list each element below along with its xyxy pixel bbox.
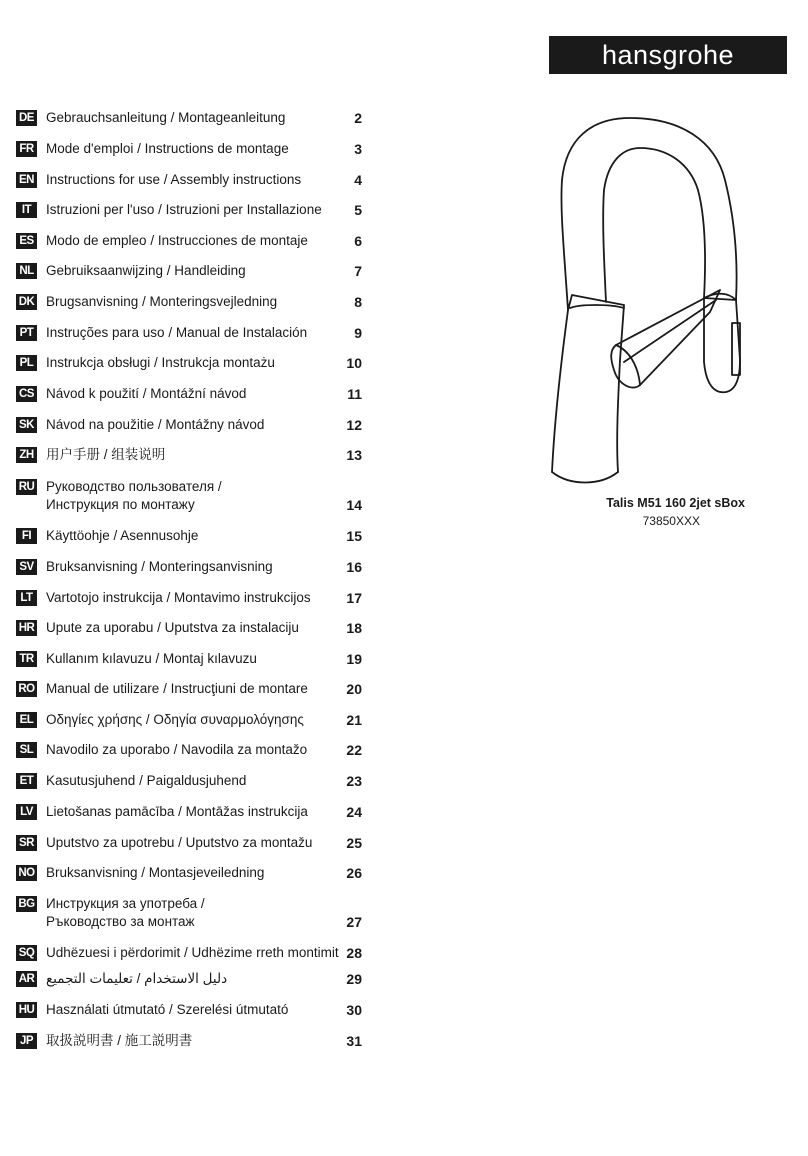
toc-entry-label: Bruksanvisning / Montasjeveiledning [46, 865, 265, 880]
toc-page-number: 24 [346, 804, 362, 820]
toc-page-number: 20 [346, 681, 362, 697]
language-code-badge: ZH [16, 447, 37, 463]
toc-page-number: 10 [346, 355, 362, 371]
language-code-badge: LV [16, 804, 37, 820]
toc-page-number: 27 [346, 914, 362, 930]
toc-entry-label: Vartotojo instrukcija / Montavimo instrukcijos [46, 590, 311, 605]
toc-entry-label: Mode d'emploi / Instructions de montage [46, 141, 289, 156]
product-name: Talis M51 160 2jet sBox [606, 496, 745, 510]
toc-page-number: 21 [346, 712, 362, 728]
language-code-badge: SV [16, 559, 37, 575]
language-code-badge: NL [16, 263, 37, 279]
toc-entry-label: Návod na použitie / Montážny návod [46, 417, 265, 432]
faucet-illustration [540, 100, 770, 490]
article-number: 73850XXX [642, 514, 700, 528]
language-code-badge: DE [16, 110, 37, 126]
language-code-badge: RU [16, 479, 37, 495]
language-code-badge: HU [16, 1002, 37, 1018]
language-code-badge: FR [16, 141, 37, 157]
toc-page-number: 3 [354, 141, 362, 157]
toc-page-number: 12 [346, 417, 362, 433]
language-code-badge: PT [16, 325, 37, 341]
toc-page-number: 16 [346, 559, 362, 575]
toc-entry-label: Käyttöohje / Asennusohje [46, 528, 199, 543]
toc-page-number: 6 [354, 233, 362, 249]
toc-entry-label: Bruksanvisning / Monteringsanvisning [46, 559, 273, 574]
language-code-badge: SK [16, 417, 37, 433]
toc-page-number: 8 [354, 294, 362, 310]
toc-page-number: 31 [346, 1033, 362, 1049]
toc-entry-label: Manual de utilizare / Instrucţiuni de montare [46, 681, 308, 696]
toc-page-number: 23 [346, 773, 362, 789]
toc-entry-label: Ръководство за монтаж [46, 914, 195, 929]
toc-page-number: 5 [354, 202, 362, 218]
toc-page-number: 11 [347, 386, 362, 402]
toc-entry-label: Udhëzuesi i përdorimit / Udhëzime rreth montimit [46, 945, 339, 960]
toc-page-number: 22 [346, 742, 362, 758]
language-code-badge: DK [16, 294, 37, 310]
toc-page-number: 29 [346, 971, 362, 987]
toc-entry-label: Kasutusjuhend / Paigaldusjuhend [46, 773, 247, 788]
language-code-badge: SL [16, 742, 37, 758]
toc-entry-label: Instructions for use / Assembly instructions [46, 172, 302, 187]
toc-entry-label: Istruzioni per l'uso / Istruzioni per Installazione [46, 202, 322, 217]
toc-entry-label: Gebruiksaanwijzing / Handleiding [46, 263, 246, 278]
language-code-badge: SR [16, 835, 37, 851]
language-code-badge: TR [16, 651, 37, 667]
language-code-badge: BG [16, 896, 37, 912]
toc-entry-label: Instrukcja obsługi / Instrukcja montażu [46, 355, 275, 370]
toc-page-number: 30 [346, 1002, 362, 1018]
language-code-badge: RO [16, 681, 37, 697]
toc-entry-label: Instruções para uso / Manual de Instalación [46, 325, 308, 340]
toc-page-number: 28 [346, 945, 362, 961]
language-code-badge: JP [16, 1033, 37, 1049]
toc-entry-label: Kullanım kılavuzu / Montaj kılavuzu [46, 651, 257, 666]
toc-entry-label: 用户手册 / 组装说明 [46, 447, 166, 462]
toc-entry-label: Upute za uporabu / Uputstva za instalaciju [46, 620, 299, 635]
toc-page-number: 17 [346, 590, 362, 606]
language-code-badge: HR [16, 620, 37, 636]
language-code-badge: CS [16, 386, 37, 402]
toc-page-number: 19 [346, 651, 362, 667]
toc-entry-label: Lietošanas pamācība / Montāžas instrukcija [46, 804, 308, 819]
language-code-badge: ES [16, 233, 37, 249]
toc-entry-label: Használati útmutató / Szerelési útmutató [46, 1002, 289, 1017]
language-code-badge: EN [16, 172, 37, 188]
language-code-badge: PL [16, 355, 37, 371]
language-code-badge: AR [16, 971, 37, 987]
toc-entry-label: Návod k použití / Montážní návod [46, 386, 247, 401]
language-code-badge: EL [16, 712, 37, 728]
toc-entry-label: Gebrauchsanleitung / Montageanleitung [46, 110, 286, 125]
toc-entry-label: Brugsanvisning / Monteringsvejledning [46, 294, 278, 309]
toc-page-number: 18 [346, 620, 362, 636]
toc-page-number: 15 [346, 528, 362, 544]
language-code-badge: IT [16, 202, 37, 218]
language-code-badge: ET [16, 773, 37, 789]
toc-page-number: 9 [354, 325, 362, 341]
toc-page-number: 25 [346, 835, 362, 851]
toc-entry-label: Инструкция за употреба / [46, 896, 205, 911]
toc-page-number: 26 [346, 865, 362, 881]
language-code-badge: NO [16, 865, 37, 881]
toc-entry-label: Uputstvo za upotrebu / Uputstvo za montažu [46, 835, 313, 850]
brand-logo: hansgrohe [549, 36, 787, 74]
toc-page-number: 14 [346, 497, 362, 513]
toc-entry-label: دليل الاستخدام / تعليمات التجميع [46, 971, 228, 986]
toc-entry-label: Navodilo za uporabo / Navodila za montažo [46, 742, 308, 757]
toc-page-number: 13 [346, 447, 362, 463]
toc-page-number: 2 [354, 110, 362, 126]
toc-entry-label: Οδηγίες χρήσης / Οδηγία συναρμολόγησης [46, 712, 304, 727]
toc-entry-label: Руководство пользователя / [46, 479, 222, 494]
toc-entry-label: Modo de empleo / Instrucciones de montaje [46, 233, 308, 248]
toc-page-number: 7 [354, 263, 362, 279]
toc-entry-label: Инструкция по монтажу [46, 497, 195, 512]
toc-entry-label: 取扱説明書 / 施工説明書 [46, 1033, 193, 1048]
language-code-badge: LT [16, 590, 37, 606]
language-code-badge: FI [16, 528, 37, 544]
toc-page-number: 4 [354, 172, 362, 188]
language-code-badge: SQ [16, 945, 37, 961]
